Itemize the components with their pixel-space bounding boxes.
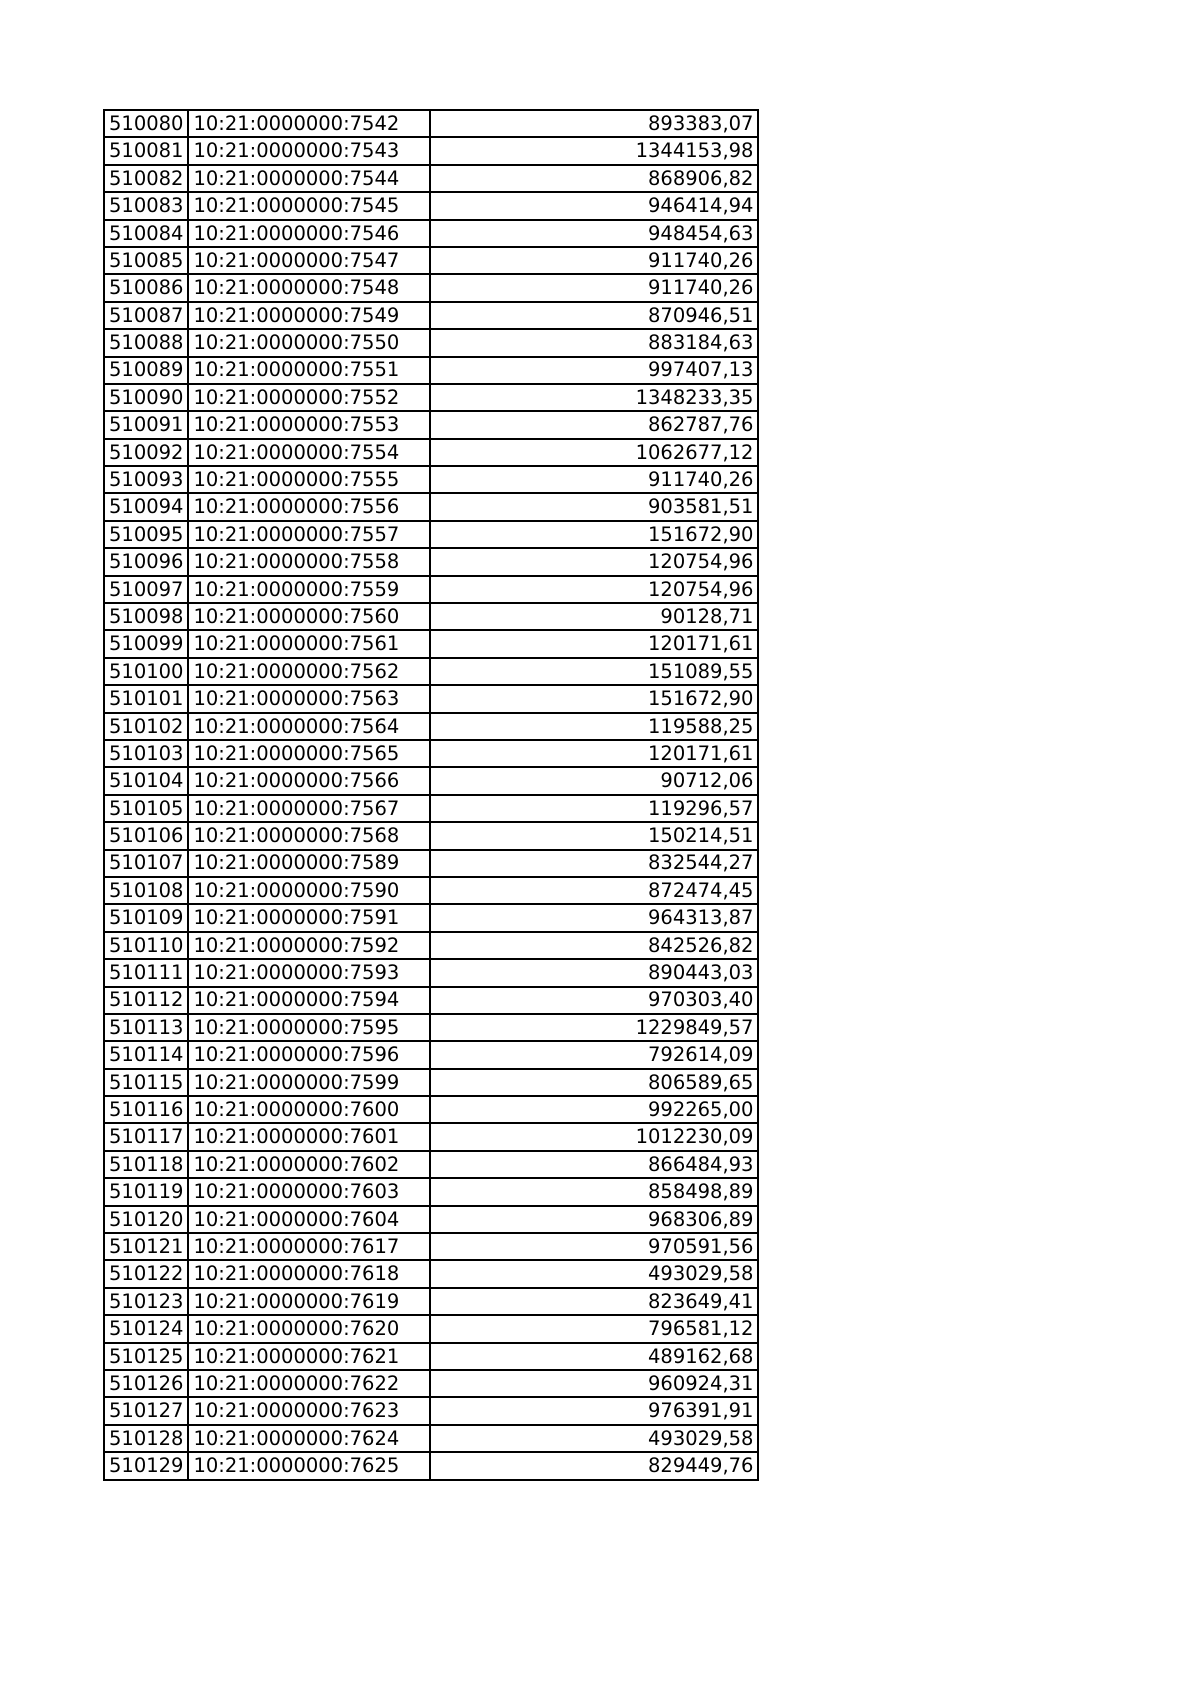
cadastral-number-cell: 10:21:0000000:7557: [188, 521, 430, 548]
value-cell: 151672,90: [430, 685, 758, 712]
value-cell: 862787,76: [430, 411, 758, 438]
cadastral-number-cell: 10:21:0000000:7602: [188, 1151, 430, 1178]
cadastral-number-cell: 10:21:0000000:7603: [188, 1178, 430, 1205]
cadastral-number-cell: 10:21:0000000:7556: [188, 493, 430, 520]
cadastral-number-cell: 10:21:0000000:7562: [188, 658, 430, 685]
row-code-cell: 510098: [104, 603, 188, 630]
cadastral-number-cell: 10:21:0000000:7593: [188, 959, 430, 986]
cadastral-number-cell: 10:21:0000000:7617: [188, 1233, 430, 1260]
cadastral-number-cell: 10:21:0000000:7550: [188, 329, 430, 356]
table-row: [104, 1151, 758, 1178]
row-code-cell: 510093: [104, 466, 188, 493]
row-code-cell: 510104: [104, 767, 188, 794]
value-cell: 872474,45: [430, 877, 758, 904]
value-cell: 890443,03: [430, 959, 758, 986]
table-body: [104, 110, 758, 1480]
cadastral-number-cell: 10:21:0000000:7552: [188, 384, 430, 411]
row-code-cell: 510086: [104, 274, 188, 301]
table-row: [104, 1315, 758, 1342]
value-cell: 964313,87: [430, 904, 758, 931]
value-cell: 151672,90: [430, 521, 758, 548]
value-cell: 948454,63: [430, 220, 758, 247]
table-row: [104, 384, 758, 411]
cadastral-number-cell: 10:21:0000000:7563: [188, 685, 430, 712]
table-row: [104, 1123, 758, 1150]
row-code-cell: 510094: [104, 493, 188, 520]
value-cell: 992265,00: [430, 1096, 758, 1123]
table-row: [104, 548, 758, 575]
cadastral-number-cell: 10:21:0000000:7604: [188, 1206, 430, 1233]
row-code-cell: 510100: [104, 658, 188, 685]
row-code-cell: 510111: [104, 959, 188, 986]
table-row: [104, 439, 758, 466]
table-row: [104, 1041, 758, 1068]
value-cell: 970591,56: [430, 1233, 758, 1260]
row-code-cell: 510110: [104, 932, 188, 959]
value-cell: 489162,68: [430, 1343, 758, 1370]
value-cell: 976391,91: [430, 1397, 758, 1424]
value-cell: 90128,71: [430, 603, 758, 630]
cadastral-number-cell: 10:21:0000000:7544: [188, 165, 430, 192]
cadastral-number-cell: 10:21:0000000:7565: [188, 740, 430, 767]
row-code-cell: 510124: [104, 1315, 188, 1342]
cadastral-number-cell: 10:21:0000000:7590: [188, 877, 430, 904]
row-code-cell: 510126: [104, 1370, 188, 1397]
row-code-cell: 510114: [104, 1041, 188, 1068]
table-row: [104, 850, 758, 877]
cadastral-number-cell: 10:21:0000000:7558: [188, 548, 430, 575]
value-cell: 970303,40: [430, 987, 758, 1014]
row-code-cell: 510108: [104, 877, 188, 904]
value-cell: 796581,12: [430, 1315, 758, 1342]
row-code-cell: 510089: [104, 357, 188, 384]
table-row: [104, 329, 758, 356]
value-cell: 90712,06: [430, 767, 758, 794]
row-code-cell: 510099: [104, 630, 188, 657]
row-code-cell: 510129: [104, 1452, 188, 1479]
row-code-cell: 510082: [104, 165, 188, 192]
row-code-cell: 510120: [104, 1206, 188, 1233]
table-row: [104, 220, 758, 247]
row-code-cell: 510106: [104, 822, 188, 849]
cadastral-number-cell: 10:21:0000000:7619: [188, 1288, 430, 1315]
row-code-cell: 510112: [104, 987, 188, 1014]
cadastral-number-cell: 10:21:0000000:7596: [188, 1041, 430, 1068]
table-row: [104, 877, 758, 904]
table-row: [104, 904, 758, 931]
row-code-cell: 510128: [104, 1425, 188, 1452]
value-cell: 868906,82: [430, 165, 758, 192]
table-row: [104, 1178, 758, 1205]
cadastral-number-cell: 10:21:0000000:7561: [188, 630, 430, 657]
table-row: [104, 630, 758, 657]
row-code-cell: 510091: [104, 411, 188, 438]
row-code-cell: 510105: [104, 795, 188, 822]
row-code-cell: 510119: [104, 1178, 188, 1205]
row-code-cell: 510118: [104, 1151, 188, 1178]
row-code-cell: 510084: [104, 220, 188, 247]
value-cell: 946414,94: [430, 192, 758, 219]
cadastral-number-cell: 10:21:0000000:7551: [188, 357, 430, 384]
row-code-cell: 510116: [104, 1096, 188, 1123]
row-code-cell: 510113: [104, 1014, 188, 1041]
cadastral-number-cell: 10:21:0000000:7542: [188, 110, 430, 137]
cadastral-number-cell: 10:21:0000000:7548: [188, 274, 430, 301]
cadastral-number-cell: 10:21:0000000:7549: [188, 302, 430, 329]
table-row: [104, 576, 758, 603]
value-cell: 120754,96: [430, 548, 758, 575]
cadastral-number-cell: 10:21:0000000:7618: [188, 1260, 430, 1287]
value-cell: 1062677,12: [430, 439, 758, 466]
cadastral-number-cell: 10:21:0000000:7624: [188, 1425, 430, 1452]
table-row: [104, 822, 758, 849]
table-row: [104, 795, 758, 822]
value-cell: 858498,89: [430, 1178, 758, 1205]
value-cell: 866484,93: [430, 1151, 758, 1178]
cadastral-number-cell: 10:21:0000000:7622: [188, 1370, 430, 1397]
table-row: [104, 1069, 758, 1096]
value-cell: 120754,96: [430, 576, 758, 603]
table-row: [104, 740, 758, 767]
row-code-cell: 510115: [104, 1069, 188, 1096]
table-row: [104, 1260, 758, 1287]
value-cell: 911740,26: [430, 274, 758, 301]
row-code-cell: 510123: [104, 1288, 188, 1315]
table-row: [104, 1206, 758, 1233]
table-row: [104, 603, 758, 630]
table-row: [104, 658, 758, 685]
cadastral-number-cell: 10:21:0000000:7560: [188, 603, 430, 630]
cadastral-number-cell: 10:21:0000000:7621: [188, 1343, 430, 1370]
cadastral-number-cell: 10:21:0000000:7564: [188, 713, 430, 740]
table-row: [104, 165, 758, 192]
cadastral-number-cell: 10:21:0000000:7600: [188, 1096, 430, 1123]
table-row: [104, 110, 758, 137]
row-code-cell: 510083: [104, 192, 188, 219]
value-cell: 829449,76: [430, 1452, 758, 1479]
table-row: [104, 1233, 758, 1260]
table-row: [104, 466, 758, 493]
value-cell: 493029,58: [430, 1425, 758, 1452]
table-row: [104, 1096, 758, 1123]
cadastral-number-cell: 10:21:0000000:7620: [188, 1315, 430, 1342]
row-code-cell: 510101: [104, 685, 188, 712]
row-code-cell: 510109: [104, 904, 188, 931]
value-cell: 806589,65: [430, 1069, 758, 1096]
row-code-cell: 510122: [104, 1260, 188, 1287]
cadastral-number-cell: 10:21:0000000:7545: [188, 192, 430, 219]
row-code-cell: 510127: [104, 1397, 188, 1424]
value-cell: 911740,26: [430, 466, 758, 493]
table-row: [104, 247, 758, 274]
cadastral-number-cell: 10:21:0000000:7546: [188, 220, 430, 247]
table-row: [104, 521, 758, 548]
table-row: [104, 493, 758, 520]
cadastral-number-cell: 10:21:0000000:7568: [188, 822, 430, 849]
row-code-cell: 510121: [104, 1233, 188, 1260]
row-code-cell: 510096: [104, 548, 188, 575]
table-row: [104, 357, 758, 384]
value-cell: 997407,13: [430, 357, 758, 384]
cadastral-number-cell: 10:21:0000000:7543: [188, 137, 430, 164]
value-cell: 1344153,98: [430, 137, 758, 164]
table-row: [104, 1370, 758, 1397]
value-cell: 1348233,35: [430, 384, 758, 411]
value-cell: 893383,07: [430, 110, 758, 137]
table-row: [104, 1397, 758, 1424]
row-code-cell: 510088: [104, 329, 188, 356]
value-cell: 150214,51: [430, 822, 758, 849]
value-cell: 493029,58: [430, 1260, 758, 1287]
value-cell: 1229849,57: [430, 1014, 758, 1041]
value-cell: 1012230,09: [430, 1123, 758, 1150]
cadastral-number-cell: 10:21:0000000:7553: [188, 411, 430, 438]
row-code-cell: 510095: [104, 521, 188, 548]
row-code-cell: 510081: [104, 137, 188, 164]
cadastral-number-cell: 10:21:0000000:7625: [188, 1452, 430, 1479]
value-cell: 911740,26: [430, 247, 758, 274]
row-code-cell: 510107: [104, 850, 188, 877]
value-cell: 119588,25: [430, 713, 758, 740]
row-code-cell: 510085: [104, 247, 188, 274]
cadastral-number-cell: 10:21:0000000:7623: [188, 1397, 430, 1424]
table-row: [104, 302, 758, 329]
cadastral-number-cell: 10:21:0000000:7591: [188, 904, 430, 931]
value-cell: 968306,89: [430, 1206, 758, 1233]
row-code-cell: 510103: [104, 740, 188, 767]
row-code-cell: 510092: [104, 439, 188, 466]
row-code-cell: 510117: [104, 1123, 188, 1150]
cadastral-number-cell: 10:21:0000000:7567: [188, 795, 430, 822]
value-cell: 120171,61: [430, 630, 758, 657]
cadastral-number-cell: 10:21:0000000:7554: [188, 439, 430, 466]
value-cell: 151089,55: [430, 658, 758, 685]
table-row: [104, 137, 758, 164]
cadastral-number-cell: 10:21:0000000:7566: [188, 767, 430, 794]
table-row: [104, 1288, 758, 1315]
table-row: [104, 1343, 758, 1370]
table-row: [104, 685, 758, 712]
row-code-cell: 510102: [104, 713, 188, 740]
table-row: [104, 959, 758, 986]
table-row: [104, 192, 758, 219]
cadastral-number-cell: 10:21:0000000:7599: [188, 1069, 430, 1096]
table-row: [104, 1452, 758, 1479]
table-row: [104, 274, 758, 301]
value-cell: 960924,31: [430, 1370, 758, 1397]
cadastral-number-cell: 10:21:0000000:7559: [188, 576, 430, 603]
row-code-cell: 510090: [104, 384, 188, 411]
value-cell: 883184,63: [430, 329, 758, 356]
table-row: [104, 713, 758, 740]
table-row: [104, 1014, 758, 1041]
cadastral-number-cell: 10:21:0000000:7601: [188, 1123, 430, 1150]
table-row: [104, 767, 758, 794]
table-row: [104, 1425, 758, 1452]
row-code-cell: 510080: [104, 110, 188, 137]
cadastral-number-cell: 10:21:0000000:7595: [188, 1014, 430, 1041]
cadastral-number-cell: 10:21:0000000:7589: [188, 850, 430, 877]
cadastral-number-cell: 10:21:0000000:7592: [188, 932, 430, 959]
value-cell: 842526,82: [430, 932, 758, 959]
row-code-cell: 510125: [104, 1343, 188, 1370]
value-cell: 792614,09: [430, 1041, 758, 1068]
value-cell: 870946,51: [430, 302, 758, 329]
value-cell: 120171,61: [430, 740, 758, 767]
table-row: [104, 932, 758, 959]
cadastral-number-cell: 10:21:0000000:7555: [188, 466, 430, 493]
value-cell: 903581,51: [430, 493, 758, 520]
row-code-cell: 510097: [104, 576, 188, 603]
cadastral-value-table: [103, 109, 759, 1481]
table-row: [104, 987, 758, 1014]
value-cell: 119296,57: [430, 795, 758, 822]
table-row: [104, 411, 758, 438]
cadastral-number-cell: 10:21:0000000:7547: [188, 247, 430, 274]
value-cell: 832544,27: [430, 850, 758, 877]
value-cell: 823649,41: [430, 1288, 758, 1315]
cadastral-number-cell: 10:21:0000000:7594: [188, 987, 430, 1014]
row-code-cell: 510087: [104, 302, 188, 329]
